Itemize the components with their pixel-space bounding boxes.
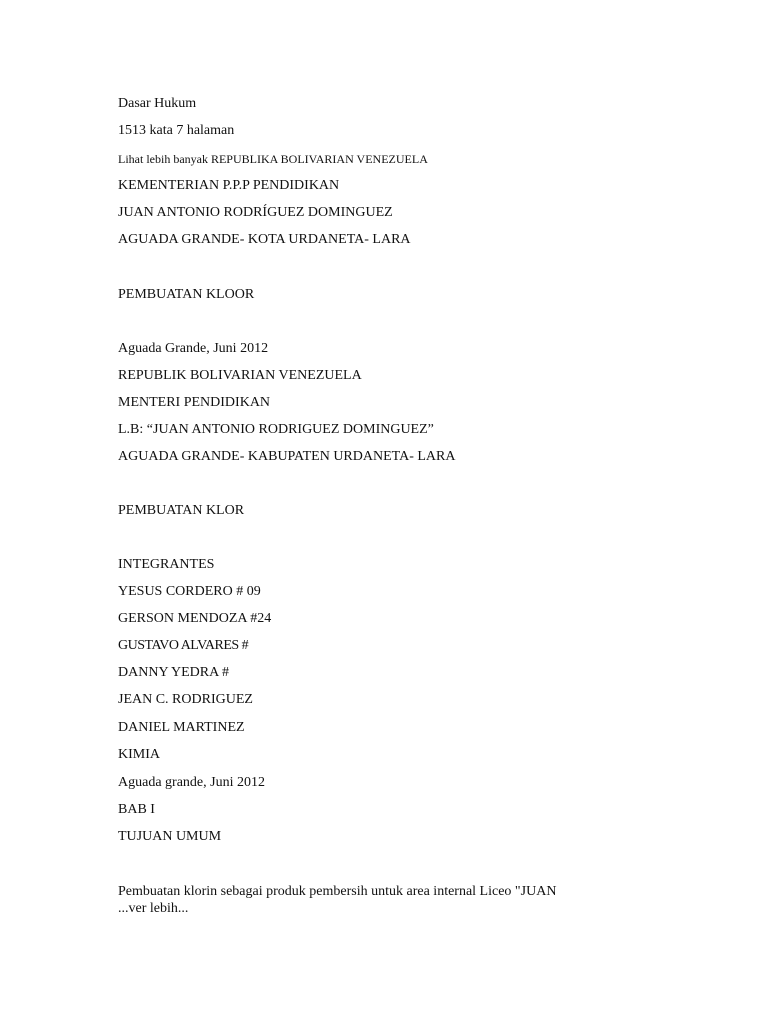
section-title: PEMBUATAN KLOOR [118,287,255,302]
text-line: Aguada Grande, Juni 2012 [118,341,269,356]
text-line: YESUS CORDERO # 09 [118,584,261,599]
text-line: AGUADA GRANDE- KABUPATEN URDANETA- LARA [118,449,456,464]
text-line: KEMENTERIAN P.P.P PENDIDIKAN [118,178,340,193]
see-more-link[interactable]: Lihat lebih banyak REPUBLIKA BOLIVARIAN VENEZUELA [118,152,428,166]
text-line: JUAN ANTONIO RODRÍGUEZ DOMINGUEZ [118,205,393,220]
text-line: GUSTAVO ALVARES # [118,638,249,653]
text-line: GERSON MENDOZA #24 [118,611,272,626]
text-line: BAB I [118,802,155,817]
text-line: L.B: “JUAN ANTONIO RODRIGUEZ DOMINGUEZ” [118,422,434,437]
text-line: AGUADA GRANDE- KOTA URDANETA- LARA [118,232,411,247]
document-heading: Dasar Hukum [118,96,197,111]
summary-paragraph: Pembuatan klorin sebagai produk pembersih untuk area internal Liceo "JUAN ...ver lebih... [118,884,557,916]
section-title: PEMBUATAN KLOR [118,503,245,518]
text-line: MENTERI PENDIDIKAN [118,395,271,410]
text-line: INTEGRANTES [118,557,215,572]
text-line: JEAN C. RODRIGUEZ [118,692,253,707]
text-line: DANIEL MARTINEZ [118,720,245,735]
text-line: TUJUAN UMUM [118,829,222,844]
text-line: KIMIA [118,747,160,762]
document-meta: 1513 kata 7 halaman [118,123,235,138]
text-line: REPUBLIK BOLIVARIAN VENEZUELA [118,368,362,383]
text-line: DANNY YEDRA # [118,665,229,680]
text-line: Aguada grande, Juni 2012 [118,775,265,790]
